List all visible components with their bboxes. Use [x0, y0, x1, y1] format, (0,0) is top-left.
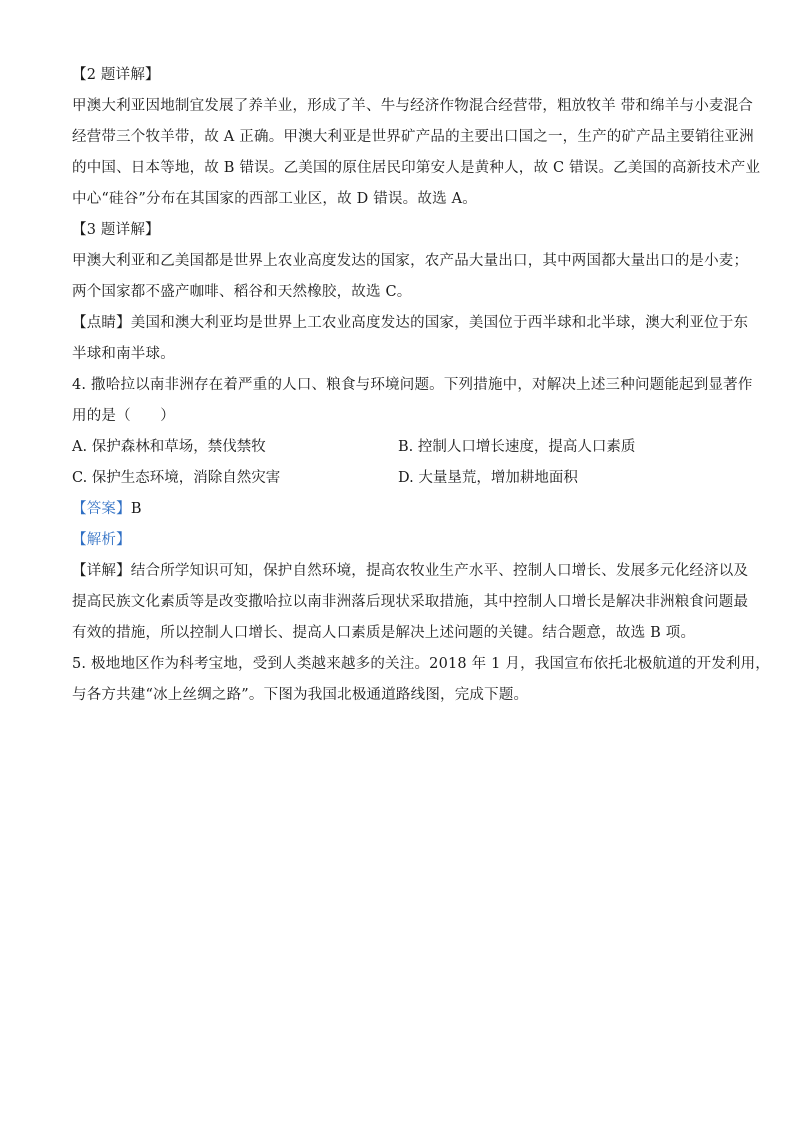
- q5-stem-line-1: 5. 极地地区作为科考宝地，受到人类越来越多的关注。2018 年 1 月，我国宣布依托北极航道的开发利用，: [72, 656, 770, 672]
- q4-option-a: A. 保护森林和草场，禁伐禁牧: [72, 439, 266, 455]
- q2-text-line-2: 经营带三个牧羊带，故 A 正确。甲澳大利亚是世界矿产品的主要出口国之一，生产的矿产品主要销往亚洲: [72, 129, 754, 145]
- answer-value: B: [130, 501, 142, 517]
- q2-text-line-4: 中心“硅谷”分布在其国家的西部工业区，故 D 错误。故选 A。: [72, 191, 477, 207]
- analysis-label: 【解析】: [72, 532, 131, 548]
- dianjing-line-1: 【点睛】美国和澳大利亚均是世界上工农业高度发达的国家，美国位于西半球和北半球，澳大利亚位于东: [72, 315, 749, 331]
- q4-option-d: D. 大量垦荒，增加耕地面积: [398, 470, 578, 486]
- q2-heading: 【2 题详解】: [72, 67, 160, 83]
- q4-detail-line-3: 有效的措施，所以控制人口增长、提高人口素质是解决上述问题的关键。结合题意，故选 B 项。: [72, 625, 696, 641]
- dianjing-line-2: 半球和南半球。: [72, 346, 175, 362]
- q2-text-line-1: 甲澳大利亚因地制宜发展了养羊业，形成了羊、牛与经济作物混合经营带，粗放牧羊 带和绵羊与小麦混合: [72, 98, 754, 114]
- q4-detail-line-1: 【详解】结合所学知识可知，保护自然环境，提高农牧业生产水平、控制人口增长、发展多元化经济以及: [72, 563, 749, 579]
- q4-stem-line-2: 用的是（ ）: [72, 408, 175, 424]
- q4-stem-line-1: 4. 撒哈拉以南非洲存在着严重的人口、粮食与环境问题。下列措施中，对解决上述三种问题能起到显著作: [72, 377, 753, 393]
- q4-detail-line-2: 提高民族文化素质等是改变撒哈拉以南非洲落后现状采取措施，其中控制人口增长是解决非洲粮食问题最: [72, 594, 749, 610]
- q3-text-line-2: 两个国家都不盛产咖啡、稻谷和天然橡胶，故选 C。: [72, 284, 412, 300]
- q4-answer: [72, 494, 724, 525]
- q2-text-line-3: 的中国、日本等地，故 B 错误。乙美国的原住居民印第安人是黄种人，故 C 错误。乙美国的高新技术产业: [72, 160, 761, 176]
- document-page: [72, 60, 770, 711]
- answer-label: 【答案】: [72, 501, 131, 517]
- q4-options-row-1: [72, 432, 724, 463]
- q4-options-row-2: [72, 463, 724, 494]
- q3-text-line-1: 甲澳大利亚和乙美国都是世界上农业高度发达的国家，农产品大量出口，其中两国都大量出口的是小麦；: [72, 253, 749, 269]
- q4-option-b: B. 控制人口增长速度，提高人口素质: [398, 439, 636, 455]
- q3-heading: 【3 题详解】: [72, 222, 160, 238]
- q5-stem-line-2: 与各方共建“冰上丝绸之路”。下图为我国北极通道路线图，完成下题。: [72, 687, 529, 703]
- q4-option-c: C. 保护生态环境，消除自然灾害: [72, 470, 281, 486]
